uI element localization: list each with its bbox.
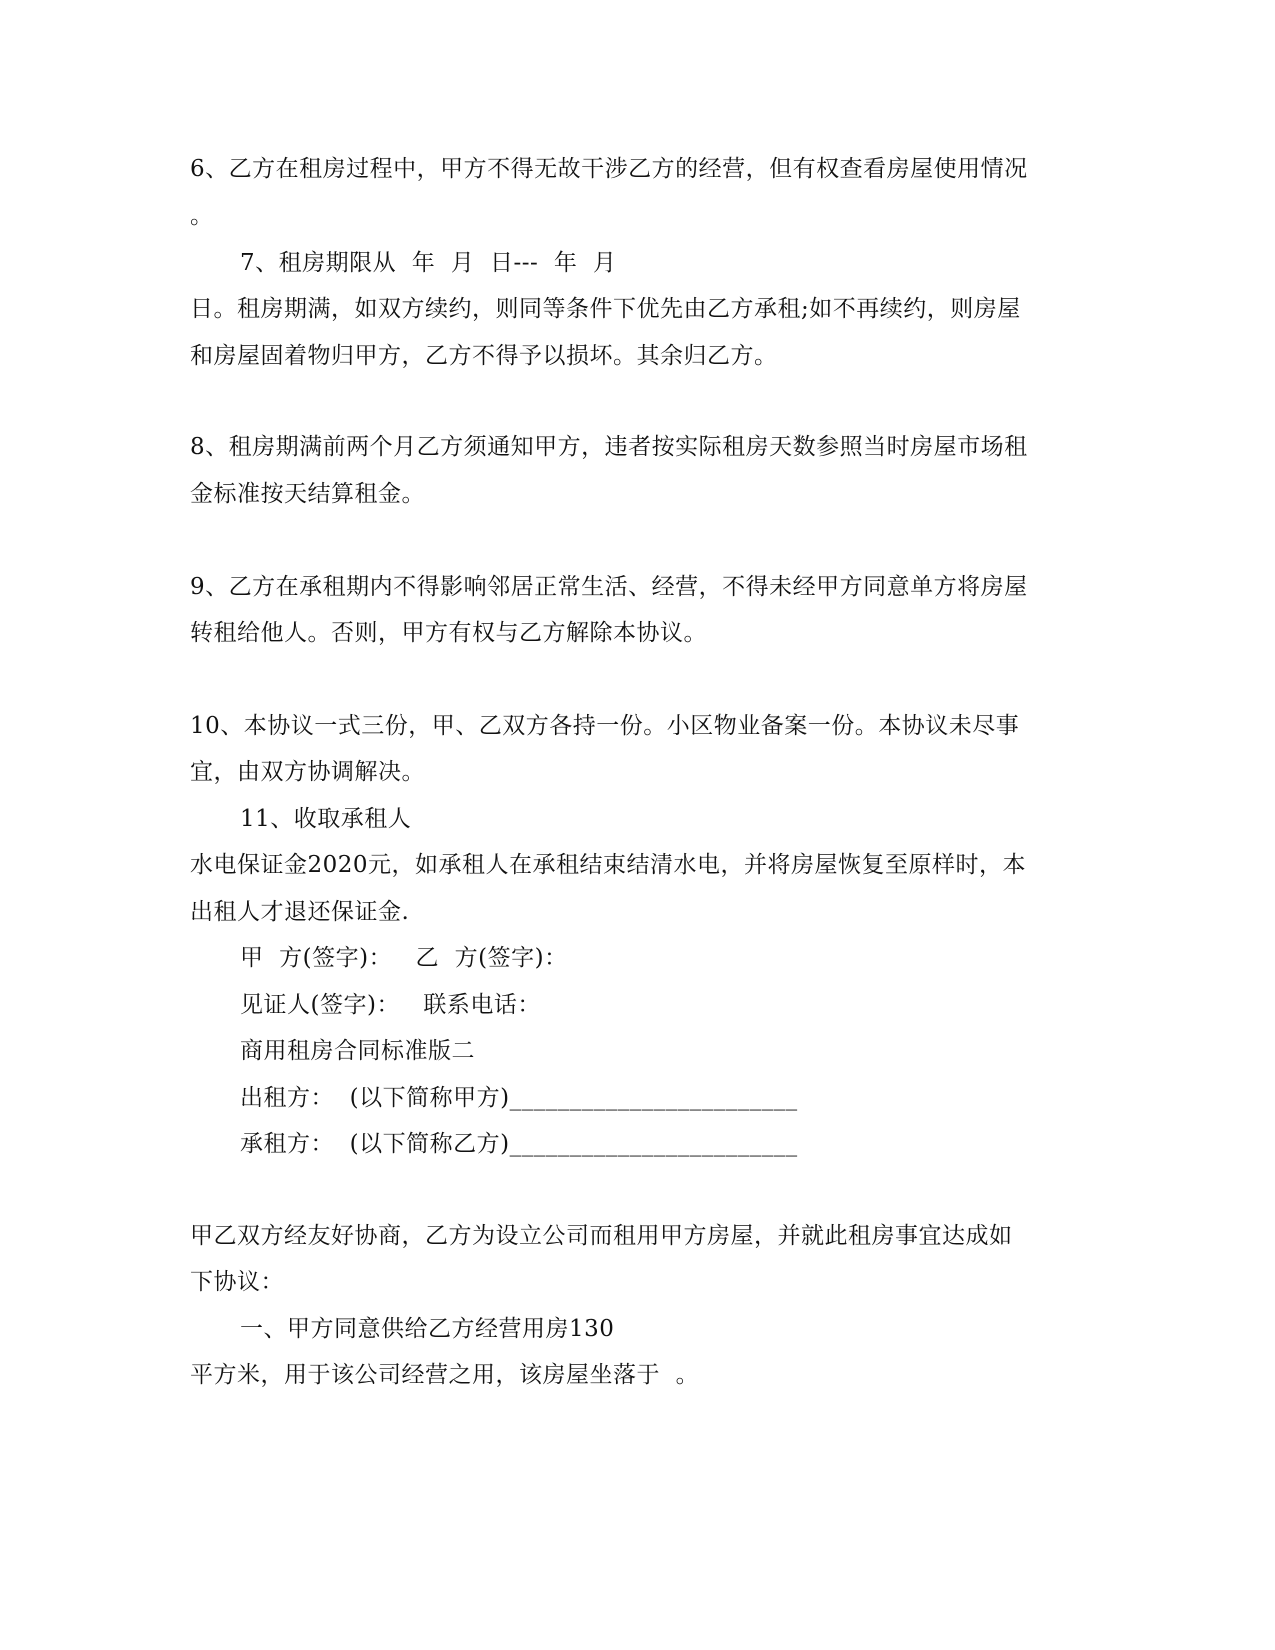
article-1-line-1: 一、甲方同意供给乙方经营用房130 — [240, 1316, 615, 1342]
clause-9-line-1: 9、乙方在承租期内不得影响邻居正常生活、经营，不得未经甲方同意单方将房屋 — [190, 574, 1028, 600]
clause-7-line-2: 日。租房期满，如双方续约，则同等条件下优先由乙方承租;如不再续约，则房屋 — [190, 296, 1021, 322]
article-1-line-2: 平方米，用于该公司经营之用，该房屋坐落于 。 — [190, 1362, 700, 1388]
preamble-line-1: 甲乙双方经友好协商，乙方为设立公司而租用甲方房屋，并就此租房事宜达成如 — [190, 1223, 1013, 1249]
clause-10-line-2: 宜，由双方协调解决。 — [190, 759, 425, 785]
clause-6-line-2: 。 — [190, 203, 214, 229]
preamble-line-2: 下协议： — [190, 1269, 284, 1295]
witness-line: 见证人(签字)： 联系电话： — [240, 992, 541, 1018]
clause-11-line-1: 11、收取承租人 — [240, 806, 412, 832]
clause-7-line-3: 和房屋固着物归甲方，乙方不得予以损坏。其余归乙方。 — [190, 343, 778, 369]
clause-9-line-2: 转租给他人。否则，甲方有权与乙方解除本协议。 — [190, 620, 707, 646]
lessee-line: 承租方： (以下简称乙方)________________________ — [240, 1131, 798, 1157]
clause-11-line-2: 水电保证金2020元，如承租人在承租结束结清水电，并将房屋恢复至原样时，本 — [190, 852, 1027, 878]
clause-7-line-1: 7、租房期限从 年 月 日--- 年 月 — [240, 250, 617, 276]
signature-line: 甲 方(签字)： 乙 方(签字)： — [240, 945, 568, 971]
clause-8-line-1: 8、租房期满前两个月乙方须通知甲方，违者按实际租房天数参照当时房屋市场租 — [190, 434, 1028, 460]
clause-6-line-1: 6、乙方在租房过程中，甲方不得无故干涉乙方的经营，但有权查看房屋使用情况 — [190, 156, 1028, 182]
clause-8-line-2: 金标准按天结算租金。 — [190, 481, 425, 507]
lessor-line: 出租方： (以下简称甲方)________________________ — [240, 1085, 798, 1111]
clause-11-line-3: 出租人才退还保证金. — [190, 899, 410, 925]
clause-10-line-1: 10、本协议一式三份，甲、乙双方各持一份。小区物业备案一份。本协议未尽事 — [190, 713, 1020, 739]
contract-title-2: 商用租房合同标准版二 — [240, 1038, 475, 1064]
